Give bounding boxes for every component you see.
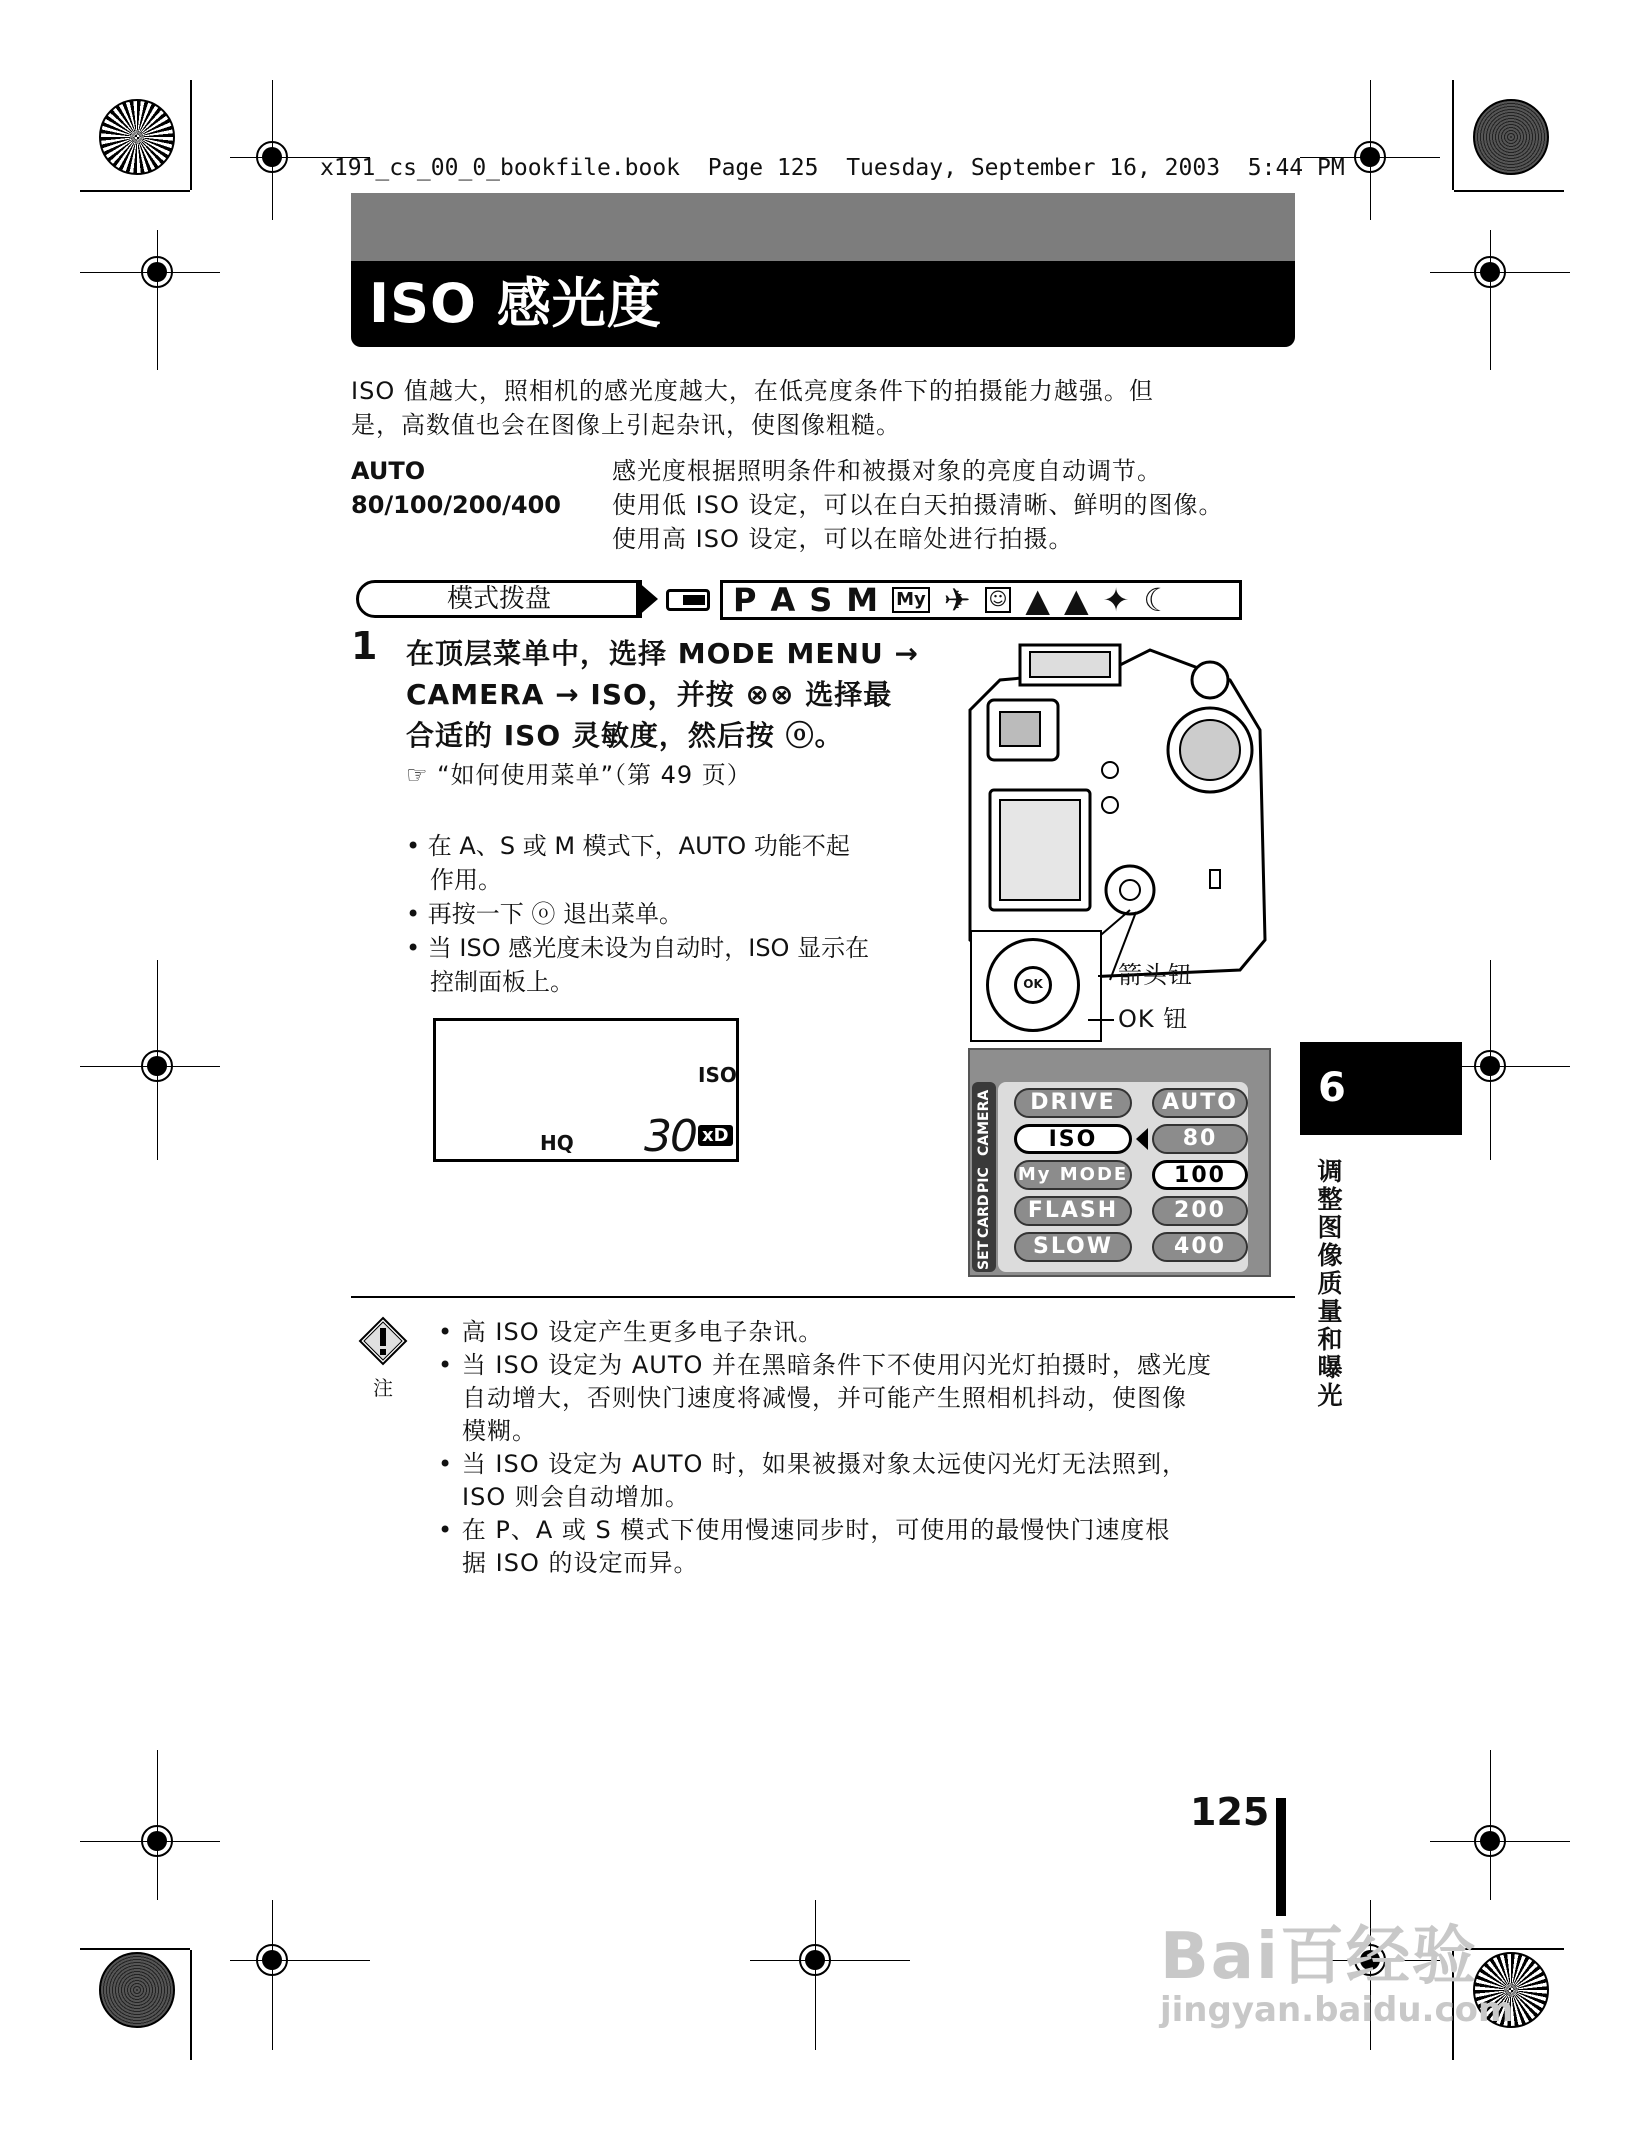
baidu-watermark-url: jingyan.baidu.com: [1160, 1990, 1514, 2030]
chapter-number: 6: [1300, 1042, 1462, 1135]
step-line-2: CAMERA → ISO，并按 ⊗⊗ 选择最: [406, 678, 893, 711]
title-band: [351, 193, 1295, 261]
bullet-2: • 再按一下 ⓞ 退出菜单。: [406, 900, 684, 928]
lcd-quality: HQ: [540, 1131, 574, 1155]
ok-button-label: OK 钮: [1118, 1005, 1189, 1033]
note-2-line-2: 自动增大，否则快门速度将减慢，并可能产生照相机抖动，使图像: [462, 1384, 1187, 1412]
note-4-line-2: 据 ISO 的设定而异。: [462, 1549, 699, 1577]
crosshair-icon: [255, 1943, 289, 1977]
bullet-1-line-2: 作用。: [430, 866, 502, 894]
step-number: 1: [351, 624, 378, 668]
menu-item-drive[interactable]: DRIVE: [1014, 1088, 1132, 1118]
night-icon: ☾: [1143, 581, 1173, 619]
landscape-icon: ▲: [1025, 581, 1050, 619]
selection-pointer-icon: [1136, 1128, 1148, 1150]
note-2-line-1: • 当 ISO 设定为 AUTO 并在黑暗条件下不使用闪光灯拍摄时，感光度: [438, 1351, 1213, 1379]
def-term-auto: AUTO: [351, 457, 426, 485]
portrait-icon: ☺: [985, 587, 1012, 613]
crosshair-icon: [1473, 255, 1507, 289]
menu-tab-card[interactable]: CARD: [976, 1194, 992, 1238]
note-2-line-3: 模糊。: [462, 1417, 537, 1445]
step-reference: ☞ “如何使用菜单”（第 49 页）: [406, 761, 752, 789]
section-divider: [351, 1296, 1295, 1298]
my-mode-icon: My: [892, 587, 930, 613]
iso-option-auto[interactable]: AUTO: [1152, 1088, 1248, 1118]
callout-line: [1088, 1019, 1114, 1021]
crosshair-icon: [1473, 1049, 1507, 1083]
step-line-3: 合适的 ISO 灵敏度，然后按 ⓞ。: [406, 719, 844, 752]
mode-dial-arrow-icon: [636, 580, 658, 618]
crosshair-icon: [1473, 1824, 1507, 1858]
note-icon: [358, 1316, 408, 1366]
bullet-3-line-1: • 当 ISO 感光度未设为自动时，ISO 显示在: [406, 934, 870, 962]
def-term-values: 80/100/200/400: [351, 491, 561, 519]
movie-icon: ✈: [943, 581, 971, 619]
page-number: 125: [1190, 1790, 1270, 1834]
note-3-line-2: ISO 则会自动增加。: [462, 1483, 690, 1511]
mode-p: P: [733, 581, 757, 619]
crosshair-icon: [140, 255, 174, 289]
registration-star-icon: [99, 1952, 175, 2028]
camera-mode-icon: [666, 589, 710, 611]
bullet-1-line-1: • 在 A、S 或 M 模式下，AUTO 功能不起: [406, 832, 850, 860]
crosshair-icon: [1353, 140, 1387, 174]
sport-icon: ✦: [1102, 581, 1130, 619]
menu-tab-camera[interactable]: CAMERA: [976, 1089, 992, 1157]
control-panel-lcd: [433, 1018, 739, 1162]
menu-item-flash[interactable]: FLASH: [1014, 1196, 1132, 1226]
iso-option-200[interactable]: 200: [1152, 1196, 1248, 1226]
mode-dial-label: 模式拨盘: [356, 580, 642, 618]
mode-m: M: [846, 581, 879, 619]
landscape-portrait-icon: ▲: [1063, 581, 1089, 619]
crosshair-icon: [140, 1049, 174, 1083]
registration-star-icon: [1473, 99, 1549, 175]
crosshair-icon: [255, 140, 289, 174]
iso-option-100[interactable]: 100: [1152, 1160, 1248, 1190]
step-line-1: 在顶层菜单中，选择 MODE MENU →: [406, 637, 919, 670]
menu-tab-pic[interactable]: PIC: [976, 1167, 992, 1193]
note-1: • 高 ISO 设定产生更多电子杂讯。: [438, 1318, 824, 1346]
print-header: x191_cs_00_0_bookfile.book Page 125 Tuesday, September 16, 2003 5:44 PM: [320, 155, 1345, 181]
bullet-3-line-2: 控制面板上。: [430, 968, 574, 996]
baidu-watermark-logo: Bai百经验: [1160, 1920, 1478, 1994]
note-label: 注: [373, 1376, 393, 1400]
note-3-line-1: • 当 ISO 设定为 AUTO 时，如果被摄对象太远使闪光灯无法照到，: [438, 1450, 1188, 1478]
mode-list: [720, 580, 1242, 620]
arrow-pad-callout: [970, 930, 1102, 1042]
chapter-title: 调整图像质量和曝光: [1314, 1158, 1343, 1410]
def-desc-values: 使用低 ISO 设定，可以在白天拍摄清晰、鲜明的图像。: [612, 491, 1224, 519]
iso-option-80[interactable]: 80: [1152, 1124, 1248, 1154]
lcd-frame-count: 30: [644, 1111, 696, 1162]
def-desc-high: 使用高 ISO 设定，可以在暗处进行拍摄。: [612, 525, 1074, 553]
intro-line-1: ISO 值越大，照相机的感光度越大，在低亮度条件下的拍摄能力越强。但: [351, 377, 1154, 405]
menu-tab-strip: [972, 1082, 996, 1272]
crosshair-icon: [140, 1824, 174, 1858]
lcd-iso: ISO: [698, 1063, 737, 1087]
def-desc-auto: 感光度根据照明条件和被摄对象的亮度自动调节。: [612, 457, 1162, 485]
iso-option-400[interactable]: 400: [1152, 1232, 1248, 1262]
page-number-bar: [1276, 1798, 1286, 1916]
crosshair-icon: [798, 1943, 832, 1977]
camera-menu-screen: [968, 1048, 1271, 1277]
menu-tab-set[interactable]: SET: [976, 1240, 992, 1270]
registration-star-icon: [99, 99, 175, 175]
arrow-button-label: 箭头钮: [1118, 961, 1193, 989]
menu-item-slow[interactable]: SLOW: [1014, 1232, 1132, 1262]
mode-a: A: [770, 581, 796, 619]
lcd-card-icon: xD: [698, 1125, 733, 1146]
page-title: ISO 感光度: [351, 261, 1295, 347]
intro-line-2: 是，高数值也会在图像上引起杂讯，使图像粗糙。: [351, 411, 901, 439]
ok-button-icon: OK: [1014, 966, 1052, 1004]
menu-item-my-mode[interactable]: My MODE: [1014, 1160, 1132, 1190]
mode-s: S: [809, 581, 833, 619]
note-4-line-1: • 在 P、A 或 S 模式下使用慢速同步时，可使用的最慢快门速度根: [438, 1516, 1171, 1544]
callout-line: [1098, 975, 1114, 977]
menu-item-iso[interactable]: ISO: [1014, 1124, 1132, 1154]
